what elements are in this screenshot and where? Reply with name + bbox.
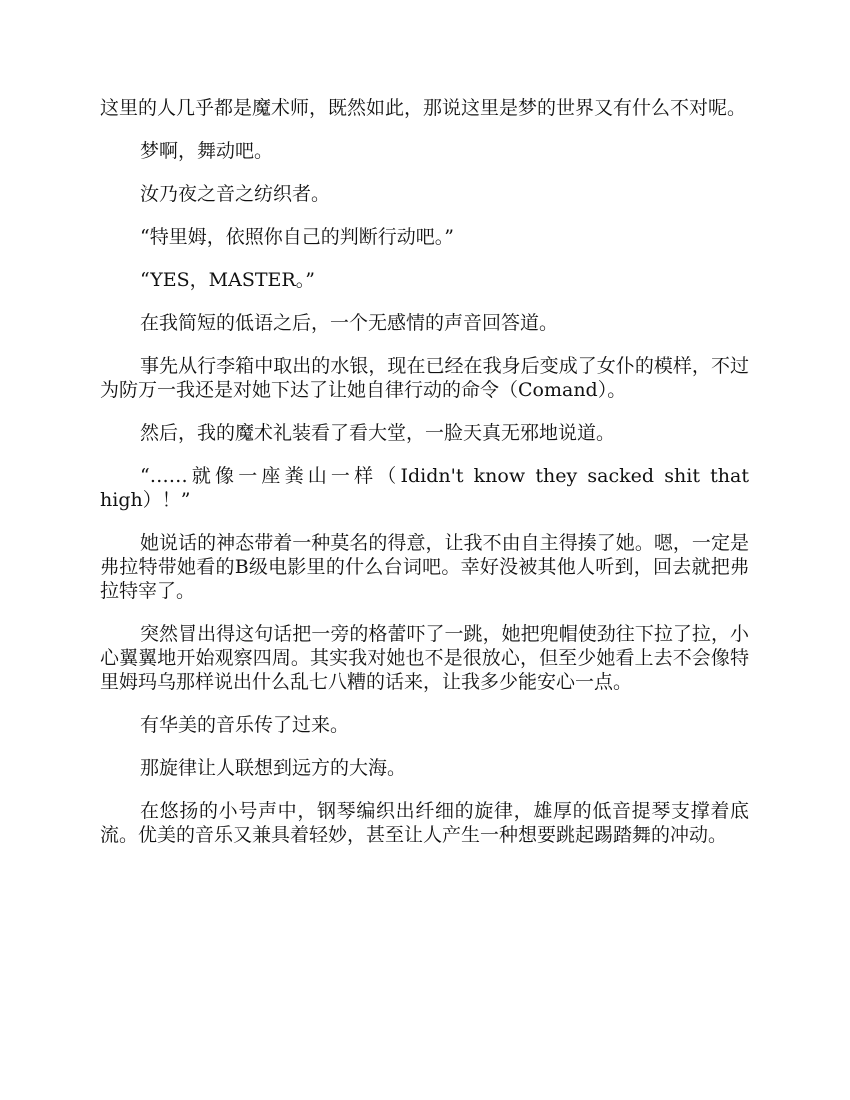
paragraph-7: 事先从行李箱中取出的水银，现在已经在我身后变成了女仆的模样，不过为防万一我还是对她下达了让她自律行动的命令（Comand）。 bbox=[100, 355, 749, 401]
paragraph-2: 梦啊，舞动吧。 bbox=[140, 140, 274, 162]
paragraph-12: 有华美的音乐传了过来。 bbox=[140, 714, 350, 736]
paragraph-4: “特里姆，依照你自己的判断行动吧。” bbox=[140, 226, 454, 248]
paragraph-5: “YES，MASTER。” bbox=[140, 269, 315, 291]
paragraph-1: 这里的人几乎都是魔术师，既然如此，那说这里是梦的世界又有什么不对呢。 bbox=[100, 97, 747, 119]
paragraph-9-line-2: high）！” bbox=[100, 489, 191, 511]
paragraph-8: 然后，我的魔术礼装看了看大堂，一脸天真无邪地说道。 bbox=[140, 422, 616, 444]
paragraph-13: 那旋律让人联想到远方的大海。 bbox=[140, 757, 407, 779]
paragraph-14: 在悠扬的小号声中，钢琴编织出纤细的旋律，雄厚的低音提琴支撑着底流。优美的音乐又兼具着轻妙，甚至让人产生一种想要跳起踢踏舞的冲动。 bbox=[100, 800, 749, 846]
paragraph-9-line-1: “……就像一座粪山一样（Ididn't know they sacked shit that bbox=[140, 465, 749, 487]
paragraph-10: 她说话的神态带着一种莫名的得意，让我不由自主得揍了她。嗯，一定是弗拉特带她看的B级电影里的什么台词吧。幸好没被其他人听到，回去就把弗拉特宰了。 bbox=[100, 532, 749, 602]
document-page bbox=[100, 96, 749, 866]
paragraph-6: 在我简短的低语之后，一个无感情的声音回答道。 bbox=[140, 312, 559, 334]
paragraph-11: 突然冒出得这句话把一旁的格蕾吓了一跳，她把兜帽使劲往下拉了拉，小心翼翼地开始观察四周。其实我对她也不是很放心，但至少她看上去不会像特里姆玛乌那样说出什么乱七八糟的话来，让我多少能安心一点。 bbox=[100, 623, 749, 693]
paragraph-3: 汝乃夜之音之纺织者。 bbox=[140, 183, 331, 205]
